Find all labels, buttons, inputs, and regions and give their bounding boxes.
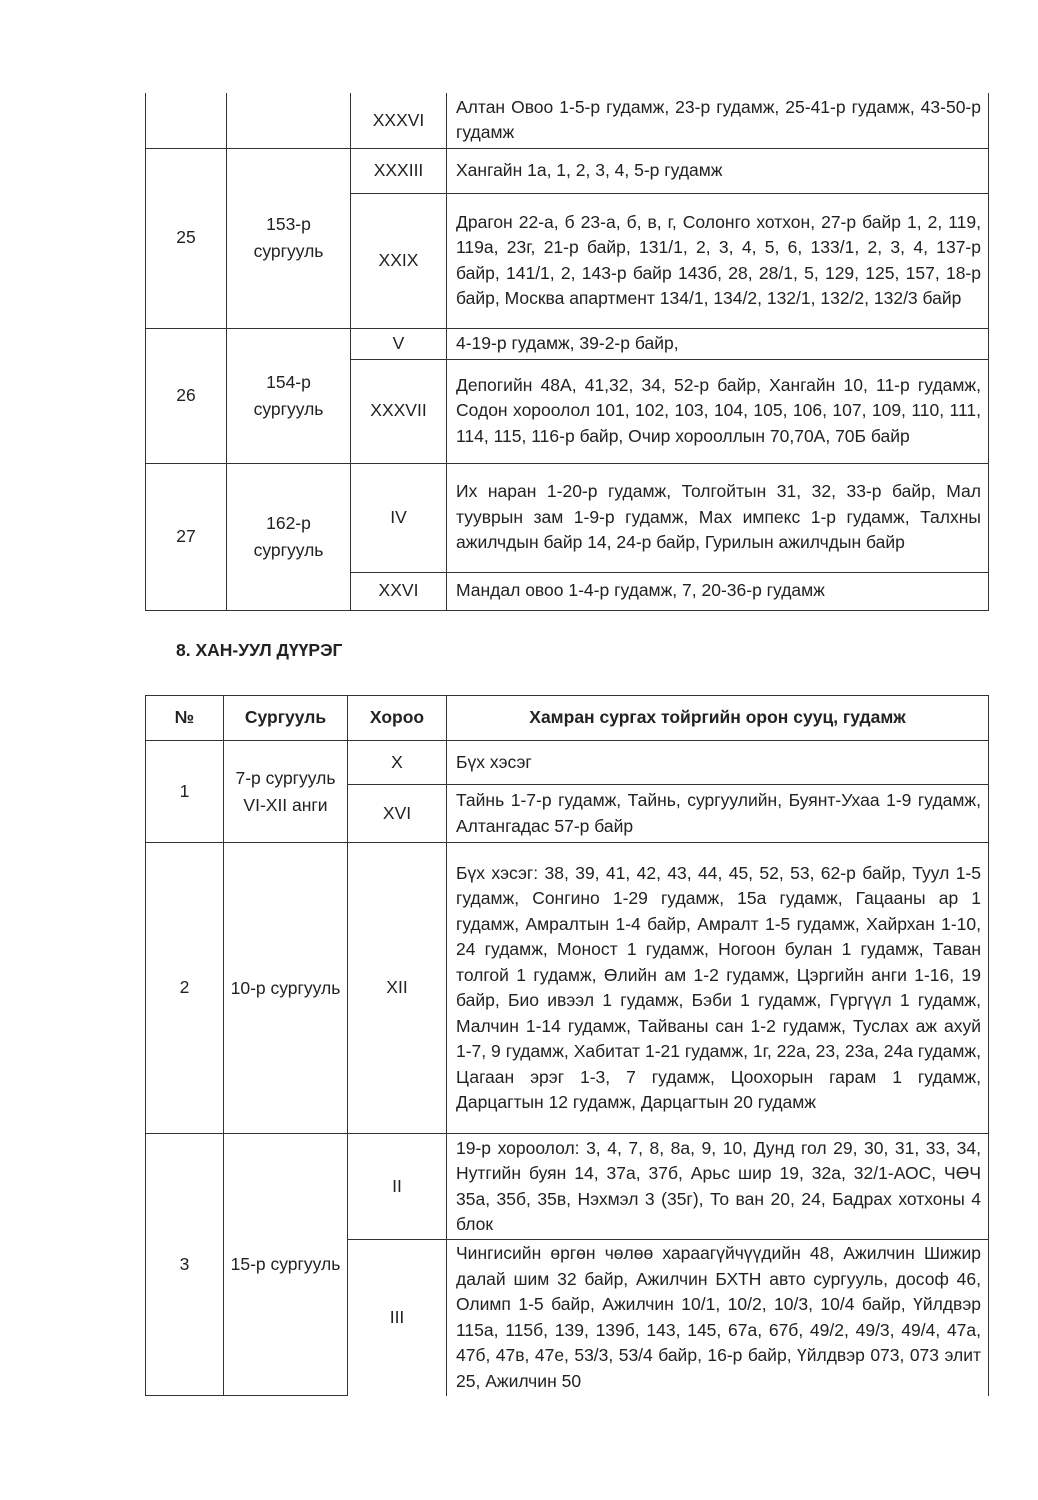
khoroo-cell: XII [348, 843, 447, 1134]
khoroo-cell: V [351, 328, 447, 359]
address-cell: 4-19-р гудамж, 39-2-р байр, [447, 328, 989, 359]
school-name [227, 93, 351, 148]
address-cell: 19-р хороолол: 3, 4, 7, 8, 8а, 9, 10, Дунд гол 29, 30, 31, 33, 34, Нутгийн буян 14, 37а, 37б, Арьс шир 19, 32а, 32/1-АОС, ЧӨЧ 35а, 35б, 35в, Нэхмэл 3 (35г), То ван 20, 24, Бадрах хотхоны 4 блок [447, 1134, 989, 1240]
khoroo-cell: X [348, 741, 447, 785]
address-cell: Алтан Овоо 1-5-р гудамж, 23-р гудамж, 25-41-р гудамж, 43-50-р гудамж [447, 93, 989, 148]
row-number: 3 [146, 1134, 224, 1396]
header-number: № [146, 696, 224, 741]
school-name: 162-р сургууль [227, 463, 351, 610]
address-cell: Тайнь 1-7-р гудамж, Тайнь, сургуулийн, Буянт-Ухаа 1-9 гудамж, Алтангадас 57-р байр [447, 785, 989, 843]
school-name: 7-р сургууль VI-XII анги [224, 741, 348, 843]
row-number: 25 [146, 148, 227, 328]
school-name: 15-р сургууль [224, 1134, 348, 1396]
section-title: 8. ХАН-УУЛ ДҮҮРЭГ [176, 640, 343, 660]
address-cell: Мандал овоо 1-4-р гудамж, 7, 20-36-р гудамж [447, 572, 989, 610]
school-name: 153-р сургууль [227, 148, 351, 328]
header-address: Хамран сургах тойргийн орон сууц, гудамж [447, 696, 989, 741]
address-cell: Чингисийн өргөн чөлөө хараагүйчүүдийн 48, Ажилчин Шижир далай шим 32 байр, Ажилчин БХТН авто сургууль, дософ 46, Олимп 1-5 байр, Ажилчин 10/1, 10/2, 10/3, 10/4 байр, Үйлдвэр 115а, 115б, 139, 139б, 143, 145, 67а, 67б, 49/2, 49/3, 49/4, 47а, 47б, 47в, 47е, 53/3, 53/4 байр, 16-р байр, Үйлдвэр 073, 073 элит 25, Ажилчин 50 [447, 1240, 989, 1396]
row-number: 2 [146, 843, 224, 1134]
khoroo-cell: IV [351, 463, 447, 572]
khan-uul-district-table [145, 695, 989, 1396]
row-number: 27 [146, 463, 227, 610]
row-number [146, 93, 227, 148]
address-cell: Драгон 22-а, б 23-а, б, в, г, Солонго хотхон, 27-р байр 1, 2, 119, 119а, 23г, 21-р байр, 131/1, 2, 3, 4, 5, 6, 133/1, 2, 3, 4, 137-р байр, 141/1, 2, 143-р байр 143б, 28, 28/1, 5, 129, 125, 157, 18-р байр, Москва апартмент 134/1, 134/2, 132/1, 132/2, 132/3 байр [447, 193, 989, 328]
address-cell: Депогийн 48А, 41,32, 34, 52-р байр, Хангайн 10, 11-р гудамж, Содон хороолол 101, 102, 103, 104, 105, 106, 107, 109, 110, 111, 114, 115, 116-р байр, Очир хорооллын 70,70А, 70Б байр [447, 359, 989, 463]
row-number: 1 [146, 741, 224, 843]
khoroo-cell: XXXIII [351, 148, 447, 193]
khoroo-cell: XXVI [351, 572, 447, 610]
header-khoroo: Хороо [348, 696, 447, 741]
address-cell: Бүх хэсэг [447, 741, 989, 785]
school-name: 154-р сургууль [227, 328, 351, 463]
address-cell: Их наран 1-20-р гудамж, Толгойтын 31, 32, 33-р байр, Мал тууврын зам 1-9-р гудамж, Мах импекс 1-р гудамж, Талхны ажилчдын байр 14, 24-р байр, Гурилын ажилчдын байр [447, 463, 989, 572]
khoroo-cell: XXXVI [351, 93, 447, 148]
khoroo-cell: XXXVII [351, 359, 447, 463]
header-school: Сургууль [224, 696, 348, 741]
row-number: 26 [146, 328, 227, 463]
khoroo-cell: XVI [348, 785, 447, 843]
address-cell: Бүх хэсэг: 38, 39, 41, 42, 43, 44, 45, 52, 53, 62-р байр, Туул 1-5 гудамж, Сонгино 1-29 гудамж, 15а гудамж, Гацааны ар 1 гудамж, Амралтын 1-4 байр, Амралт 1-5 гудамж, Хайрхан 1-10, 24 гудамж, Моност 1 гудамж, Ногоон булан 1 гудамж, Таван толгой 1 гудамж, Өлийн ам 1-2 гудамж, Цэргийн анги 1-16, 19 байр, Био ивээл 1 гудамж, Бэби 1 гудамж, Гүргүүл 1 гудамж, Малчин 1-14 гудамж, Тайваны сан 1-2 гудамж, Туслах аж ахуй 1-7, 9 гудамж, Хабитат 1-21 гудамж, 1г, 22а, 23, 23а, 24а гудамж, Цагаан эрэг 1-3, 7 гудамж, Цоохорын гарам 1 гудамж, Дарцагтын 12 гудамж, Дарцагтын 20 гудамж [447, 843, 989, 1134]
khoroo-cell: III [348, 1240, 447, 1396]
school-name: 10-р сургууль [224, 843, 348, 1134]
address-cell: Хангайн 1а, 1, 2, 3, 4, 5-р гудамж [447, 148, 989, 193]
khoroo-cell: XXIX [351, 193, 447, 328]
school-district-table-continued [145, 93, 989, 611]
khoroo-cell: II [348, 1134, 447, 1240]
